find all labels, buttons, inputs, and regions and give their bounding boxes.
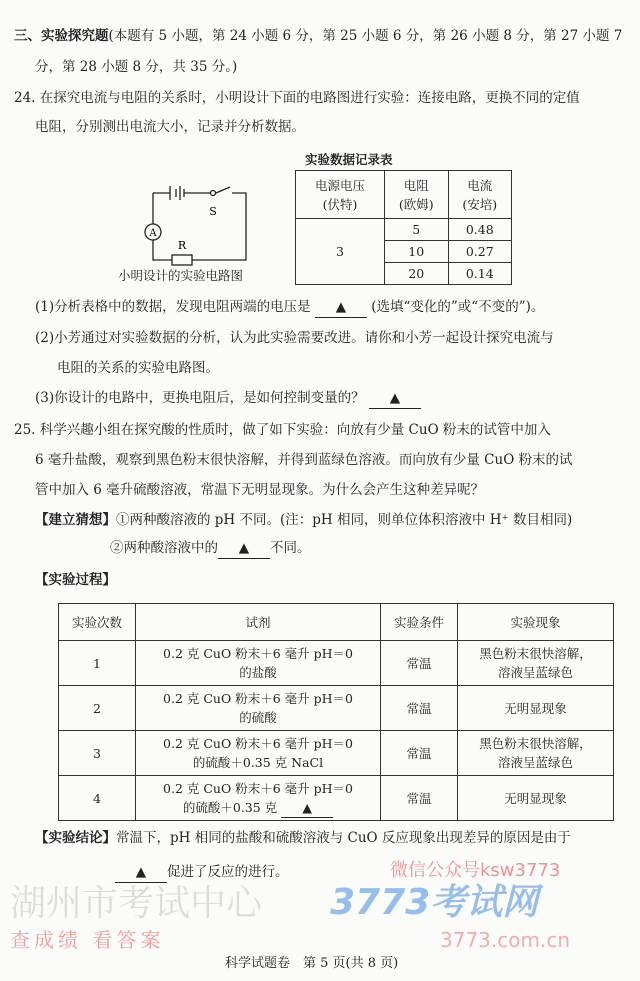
resistor-label: R: [177, 239, 187, 252]
table-row: [59, 731, 614, 776]
q25-stem: 25. 科学兴趣小组在探究酸的性质时，做了如下实验：向放有少量 CuO 粉末的试管中加入: [14, 422, 551, 438]
watermark-url: 3773.com.cn: [440, 928, 570, 952]
table-row: [59, 641, 614, 686]
section-title: 三、实验探究题: [14, 28, 109, 44]
answer-blank[interactable]: ▲: [369, 388, 421, 409]
answer-blank[interactable]: ▲: [281, 798, 333, 818]
condition-cell: 常温: [381, 731, 458, 776]
header-resistance: 电阻 (欧姆): [385, 171, 449, 219]
hypothesis-1: 【建立猜想】①两种酸溶液的 pH 不同。(注：pH 相同，则单位体积溶液中 H⁺ 数目相同): [35, 512, 573, 528]
header-condition: 实验条件: [381, 604, 458, 641]
observation-cell: 无明显现象: [458, 686, 614, 731]
condition-cell: 常温: [381, 776, 458, 821]
circuit-caption: 小明设计的实验电路图: [118, 268, 244, 283]
watermark-bg: 湖州市考试中心: [10, 883, 263, 924]
header-current: 电流 (安培): [448, 171, 512, 219]
section-note: (本题有 5 小题，第 24 小题 6 分，第 25 小题 6 分，第 26 小题 8 分，第 27 小题 7: [108, 28, 623, 44]
q24-stem-2: 电阻，分别测出电流大小，记录并分析数据。: [35, 119, 305, 135]
trial-cell: 2: [59, 686, 136, 731]
condition-cell: 常温: [381, 641, 458, 686]
ammeter-label: A: [149, 228, 157, 239]
answer-blank[interactable]: ▲: [315, 297, 367, 318]
header-reagent: 试剂: [136, 604, 381, 641]
resistance-cell: 5: [385, 219, 449, 241]
reagent-cell: 0.2 克 CuO 粉末＋6 毫升 pH＝0 的硫酸: [136, 686, 381, 731]
conclusion: 【实验结论】常温下，pH 相同的盐酸和硫酸溶液与 CuO 反应现象出现差异的原因是由于: [35, 830, 571, 846]
q24-stem: 24. 在探究电流与电阻的关系时，小明设计下面的电路图进行实验：连接电路，更换不同的定值: [14, 90, 580, 106]
header-trial: 实验次数: [59, 604, 136, 641]
process-label: 【实验过程】: [35, 572, 116, 588]
q24-part1: (1)分析表格中的数据，发现电阻两端的电压是 ▲ (选填“变化的”或“不变的”)。: [35, 297, 544, 318]
watermark-logo: 3773考试网: [330, 882, 539, 923]
watermark-slogan: 查成绩 看答案: [10, 928, 165, 952]
observation-cell: 黑色粉末很快溶解， 溶液呈蓝绿色: [458, 641, 614, 686]
data-table-title: 实验数据记录表: [305, 152, 393, 167]
table-row: [59, 776, 614, 821]
voltage-cell: 3: [296, 219, 385, 285]
observation-cell: 黑色粉末很快溶解， 溶液呈蓝绿色: [458, 731, 614, 776]
condition-cell: 常温: [381, 686, 458, 731]
hypothesis-2: ②两种酸溶液中的 ▲ 不同。: [110, 538, 311, 559]
reagent-cell: 0.2 克 CuO 粉末＋6 毫升 pH＝0 的硫酸＋0.35 克 NaCl: [136, 731, 381, 776]
trial-cell: 1: [59, 641, 136, 686]
data-table: [295, 170, 512, 285]
header-voltage: 电源电压 (伏特): [296, 171, 385, 219]
reagent-cell: 0.2 克 CuO 粉末＋6 毫升 pH＝0 的硫酸＋0.35 克 ▲: [136, 776, 381, 821]
observation-cell: 无明显现象: [458, 776, 614, 821]
current-cell: 0.14: [448, 263, 512, 285]
answer-blank[interactable]: ▲: [115, 862, 167, 883]
table-row: [296, 219, 512, 241]
section-header: [14, 26, 622, 46]
q24-part3: (3)你设计的电路中，更换电阻后，是如何控制变量的？ ▲: [35, 388, 421, 409]
watermark-wechat: 微信公众号ksw3773: [390, 860, 561, 881]
page-footer: 科学试题卷 第 5 页(共 8 页): [225, 956, 399, 971]
trial-cell: 4: [59, 776, 136, 821]
q24-part2: (2)小芳通过对实验数据的分析，认为此实验需要改进。请你和小芳一起设计探究电流与: [35, 330, 554, 346]
q25-stem-2: 6 毫升盐酸，观察到黑色粉末很快溶解，并得到蓝绿色溶液。而向放有少量 CuO 粉末的试: [35, 452, 573, 468]
header-observation: 实验现象: [458, 604, 614, 641]
resistance-cell: 20: [385, 263, 449, 285]
circuit-diagram: [140, 185, 260, 270]
resistance-cell: 10: [385, 241, 449, 263]
switch-label: S: [209, 205, 217, 218]
current-cell: 0.48: [448, 219, 512, 241]
experiment-table: [58, 603, 614, 821]
reagent-cell: 0.2 克 CuO 粉末＋6 毫升 pH＝0 的盐酸: [136, 641, 381, 686]
current-cell: 0.27: [448, 241, 512, 263]
q25-stem-3: 管中加入 6 毫升硫酸溶液，常温下无明显现象。为什么会产生这种差异呢？: [35, 482, 485, 498]
table-row: [59, 686, 614, 731]
section-note-2: 分，第 28 小题 8 分，共 35 分。): [35, 59, 238, 75]
answer-blank[interactable]: ▲: [218, 538, 270, 559]
q24-part2-2: 电阻的关系的实验电路图。: [57, 360, 219, 376]
trial-cell: 3: [59, 731, 136, 776]
conclusion-2: ▲ 促进了反应的进行。: [115, 862, 289, 883]
